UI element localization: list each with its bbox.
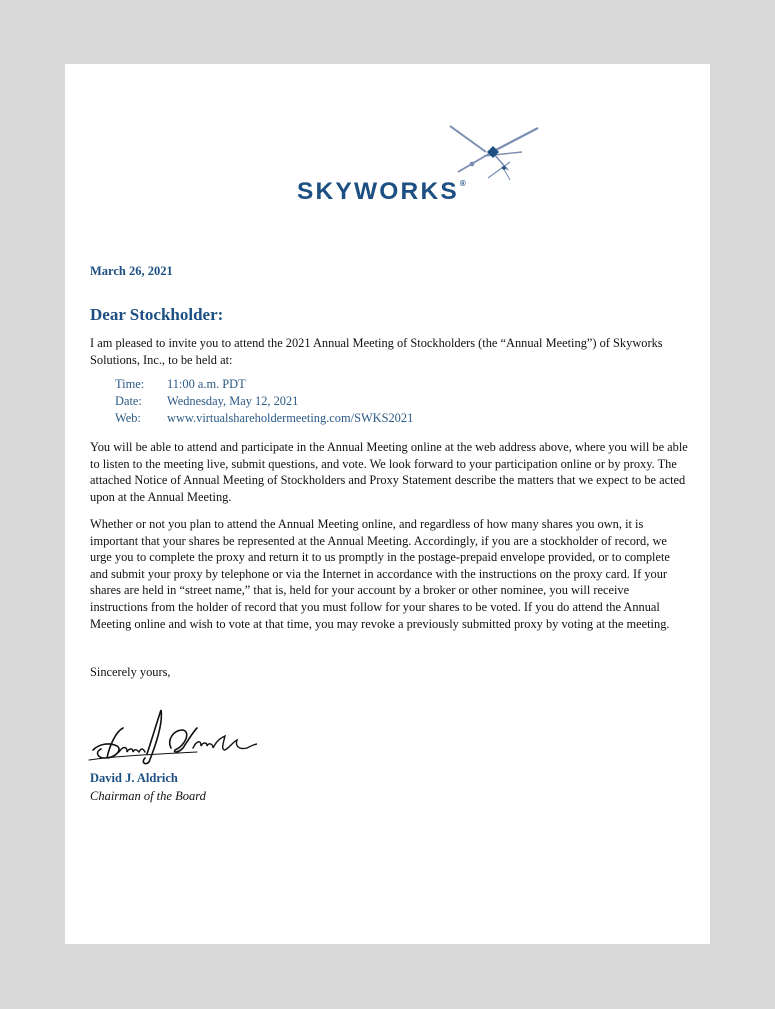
registered-mark: ® [459, 179, 466, 188]
letter-page [65, 64, 710, 944]
salutation: Dear Stockholder: [90, 305, 224, 324]
signer-name: David J. Aldrich [90, 771, 178, 785]
time-label: Time: [115, 377, 145, 391]
date-value: Wednesday, May 12, 2021 [167, 394, 299, 408]
meeting-date-row [115, 393, 413, 410]
logo-text: SKYWORKS [297, 178, 459, 205]
meeting-time-row [115, 376, 413, 393]
closing-line: Sincerely yours, [90, 665, 171, 679]
company-logo-wordmark [297, 178, 466, 206]
web-label: Web: [115, 411, 141, 425]
date-label: Date: [115, 394, 142, 408]
meeting-web-link[interactable]: www.virtualshareholdermeeting.com/SWKS2021 [167, 411, 414, 425]
handwritten-signature [87, 702, 257, 768]
proxy-paragraph: Whether or not you plan to attend the Annual Meeting online, and regardless of how many shares you own, it is important that your shares be represented at the Annual Meeting. Accordingly, if you are a stockholder of record, we urge you to complete the proxy and return it to us promptly in the postage-prepaid envelope provided, or to complete and submit your proxy by telephone or via the Internet in accordance with the instructions on the proxy card. If your shares are held in “street name,” that is, held for your account by a broker or other nominee, you will receive instructions from the holder of record that you must follow for your shares to be voted. If you do attend the Annual Meeting online and wish to vote at that time, you may revoke a previously submitted proxy by voting at the meeting. [90, 517, 670, 631]
meeting-web-row [115, 410, 413, 427]
intro-paragraph: I am pleased to invite you to attend the 2021 Annual Meeting of Stockholders (the “Annual Meeting”) of Skyworks Solutions, Inc., to be held at: [90, 336, 663, 367]
online-participation-paragraph: You will be able to attend and participate in the Annual Meeting online at the web address above, where you will be able to listen to the meeting live, submit questions, and vote. We look forward to your participation online or by proxy. The attached Notice of Annual Meeting of Stockholders and Proxy Statement describe the matters that we expect to be acted upon at the Annual Meeting. [90, 440, 688, 504]
time-value: 11:00 a.m. PDT [167, 377, 246, 391]
meeting-details [115, 376, 413, 427]
signer-title: Chairman of the Board [90, 789, 206, 803]
letter-date: March 26, 2021 [90, 264, 173, 278]
